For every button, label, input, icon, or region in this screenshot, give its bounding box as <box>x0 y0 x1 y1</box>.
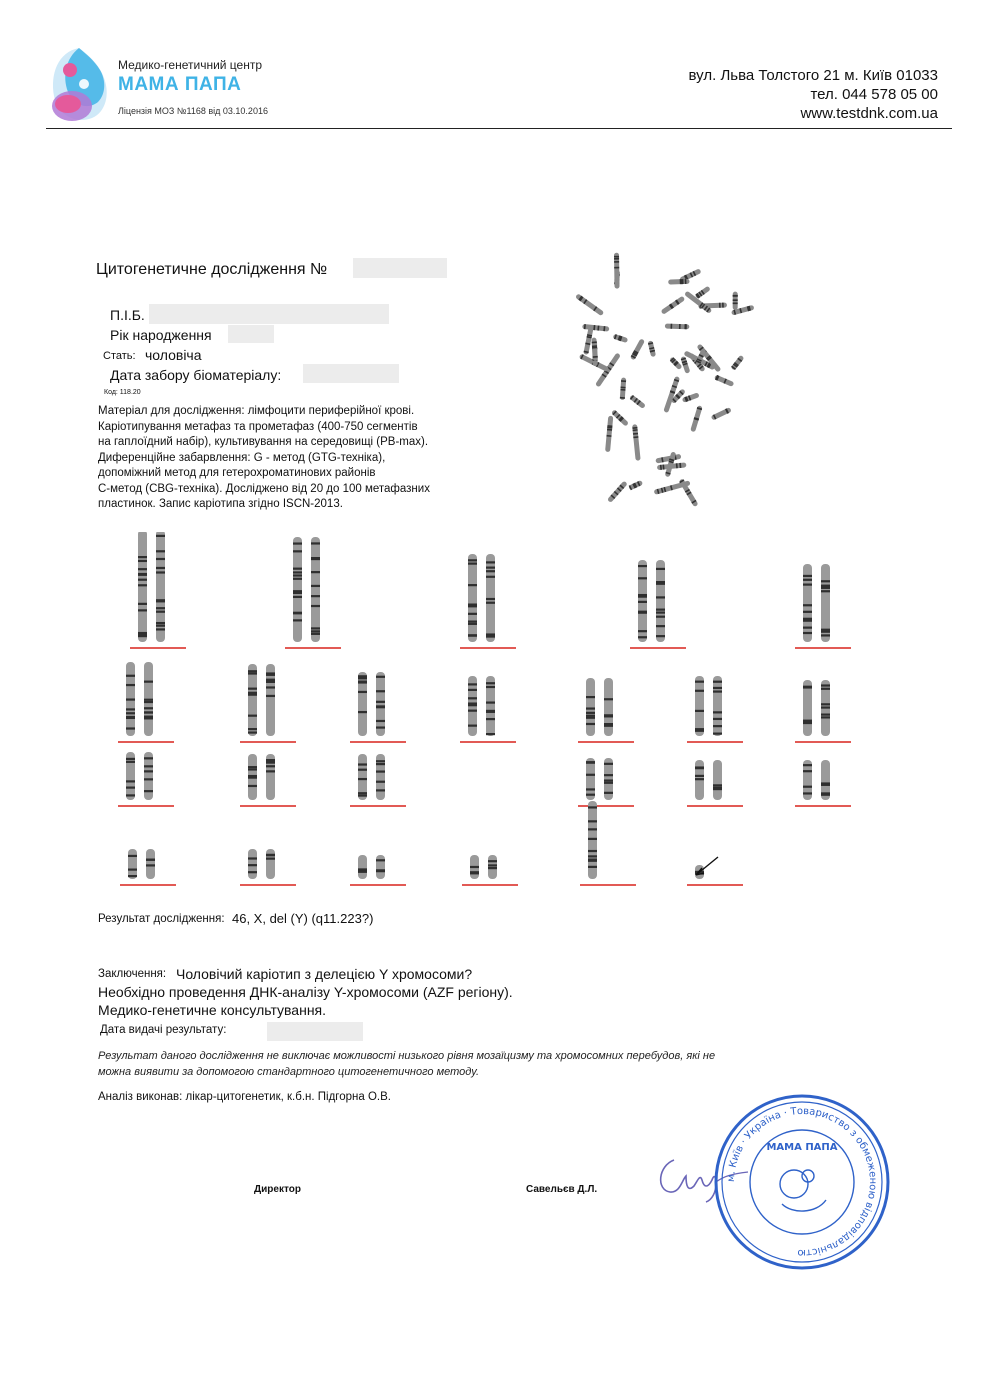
method-line: Матеріал для дослідження: лімфоцити периферійної крові. <box>98 405 415 417</box>
director-name: Савельєв Д.Л. <box>526 1184 598 1195</box>
sex-label: Стать: <box>103 350 136 362</box>
header-divider <box>46 128 952 129</box>
center-subtitle: Медико-генетичний центр <box>118 58 263 72</box>
redacted-number <box>353 258 447 278</box>
metaphase-spread-image <box>555 250 805 515</box>
result-label: Результат дослідження: <box>98 913 225 925</box>
pib-label: П.І.Б. <box>110 307 145 323</box>
karyogram-image <box>90 532 930 902</box>
method-line: на гаплоїдний набір), культивування на середовищі (PB-max). <box>98 436 429 448</box>
center-name: МАМА ПАПА <box>118 74 242 95</box>
result-value: 46, X, del (Y) (q11.223?) <box>232 911 374 926</box>
method-line: С-метод (CBG-техніка). Досліджено від 20 до 100 метафазних <box>98 482 430 495</box>
redacted-sample-date <box>303 364 399 383</box>
issue-date-label: Дата видачі результату: <box>100 1024 227 1036</box>
disclaimer-note: Результат даного дослідження не виключає можливості низького рівня мозаїцизму та хромосомних перебудов, які не можна виявити за допомогою стандартного цитогенетичного методу. <box>98 1050 716 1078</box>
conclusion-line-3: Медико-генетичне консультування. <box>98 1002 327 1018</box>
conclusion-line-2: Необхідно проведення ДНК-аналізу Y-хромосоми (AZF регіону). <box>98 984 513 1000</box>
conclusion-label: Заключення: <box>98 968 167 980</box>
analyst-line: Аналіз виконав: лікар-цитогенетик, к.б.н. Підгорна О.В. <box>98 1091 391 1103</box>
method-line: допоміжний метод для гетерохроматинових районів <box>98 467 376 479</box>
conclusion-line-1: Чоловічий каріотип з делецією Y хромосоми? <box>176 966 473 982</box>
document-title: Цитогенетичне дослідження № <box>96 261 328 278</box>
redacted-birth-year <box>228 325 274 343</box>
birth-year-label: Рік народження <box>110 327 212 343</box>
method-line: Диференційне забарвлення: G - метод (GTG-техніка), <box>98 451 386 464</box>
method-description <box>98 404 488 513</box>
sample-code: Код: 118.20 <box>104 389 141 396</box>
stamp-center-text: МАМА ПАПА <box>766 1142 838 1153</box>
mother-child-logo-icon <box>48 44 110 126</box>
redacted-name <box>149 304 389 324</box>
redacted-issue-date <box>267 1022 363 1041</box>
official-stamp <box>712 1092 892 1272</box>
contact-block <box>689 66 938 123</box>
phone: тел. 044 578 05 00 <box>810 86 938 103</box>
method-line: Каріотипування метафаз та прометафаз (400-750 сегментів <box>98 420 418 433</box>
license-text: Ліцензія МОЗ №1168 від 03.10.2016 <box>118 106 268 116</box>
sample-date-label: Дата забору біоматеріалу: <box>110 367 282 383</box>
sex-value: чоловіча <box>145 347 202 363</box>
center-logo <box>48 44 110 126</box>
address: вул. Льва Толстого 21 м. Київ 01033 <box>688 67 938 84</box>
website: www.testdnk.com.ua <box>800 105 938 122</box>
stamp-ring-text: м. Київ · Україна · Товариство з обмеженою відповідальністю <box>725 1105 879 1259</box>
director-label: Директор <box>254 1184 301 1195</box>
method-line: пластинок. Запис каріотипа згідно ISCN-2013. <box>98 498 343 510</box>
